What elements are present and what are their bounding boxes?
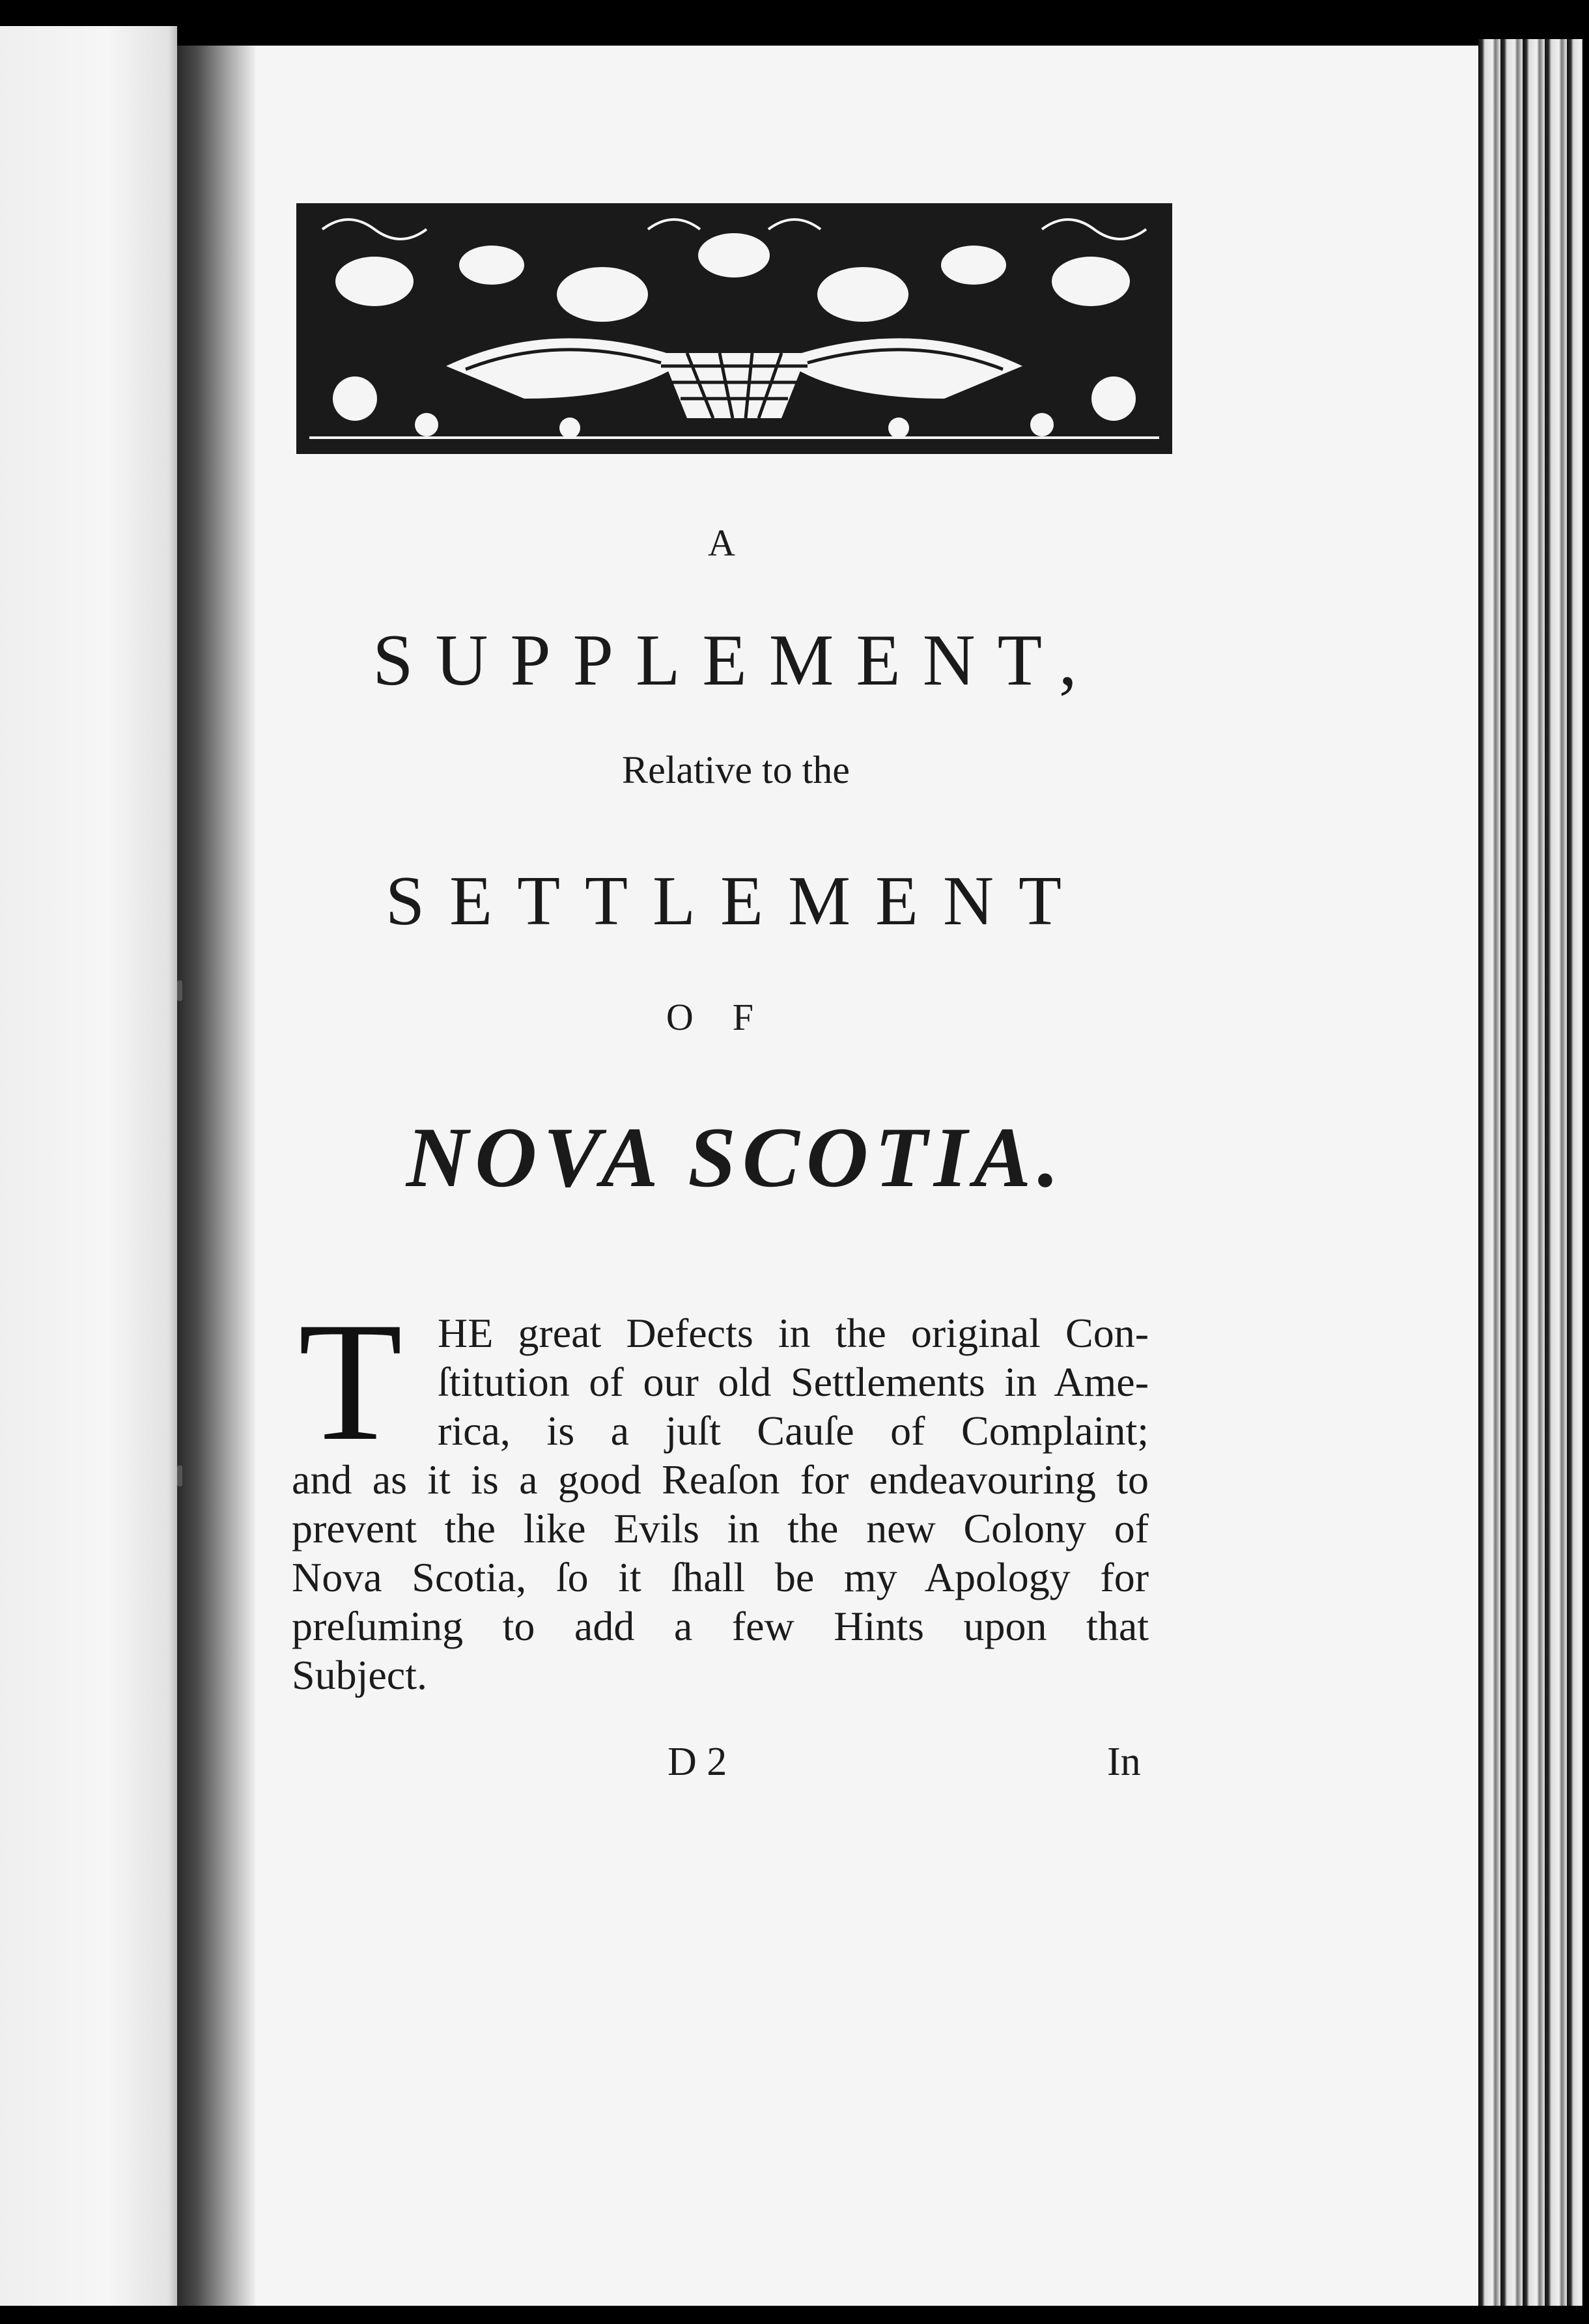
facing-page [0,26,177,2312]
body-line: Nova Scotia, ſo it ſhall be my Apology for [292,1554,1149,1600]
title-settlement: SETTLEMENT [386,862,1086,940]
signature-mark: D 2 [668,1740,727,1784]
catchword: In [1107,1740,1141,1784]
body-line: ſtitution of our old Settlements in Ame- [438,1359,1149,1405]
body-line: rica, is a juſt Cauſe of Complaint; [438,1408,1149,1454]
title-nova-scotia: NOVA SCOTIA. [406,1109,1066,1205]
title-of: OF [666,996,793,1038]
title-article: A [708,522,738,564]
binding-mark [177,1466,182,1486]
floral-headpiece-ornament [296,203,1172,454]
body-line: and as it is a good Reaſon for endeavouring to [292,1456,1149,1503]
book-gutter [177,46,255,2312]
scan-border [0,2306,1589,2324]
page-edges [1478,39,1582,2306]
body-line: prevent the like Evils in the new Colony of [292,1505,1149,1552]
body-line: HE great Defects in the original Con- [438,1310,1149,1356]
body-line: Subject. [292,1652,427,1698]
body-line: preſuming to add a few Hints upon that [292,1603,1149,1649]
title-relative: Relative to the [622,748,850,791]
drop-cap: T [298,1287,403,1476]
binding-mark [177,980,182,1001]
title-supplement: SUPPLEMENT, [373,620,1099,701]
